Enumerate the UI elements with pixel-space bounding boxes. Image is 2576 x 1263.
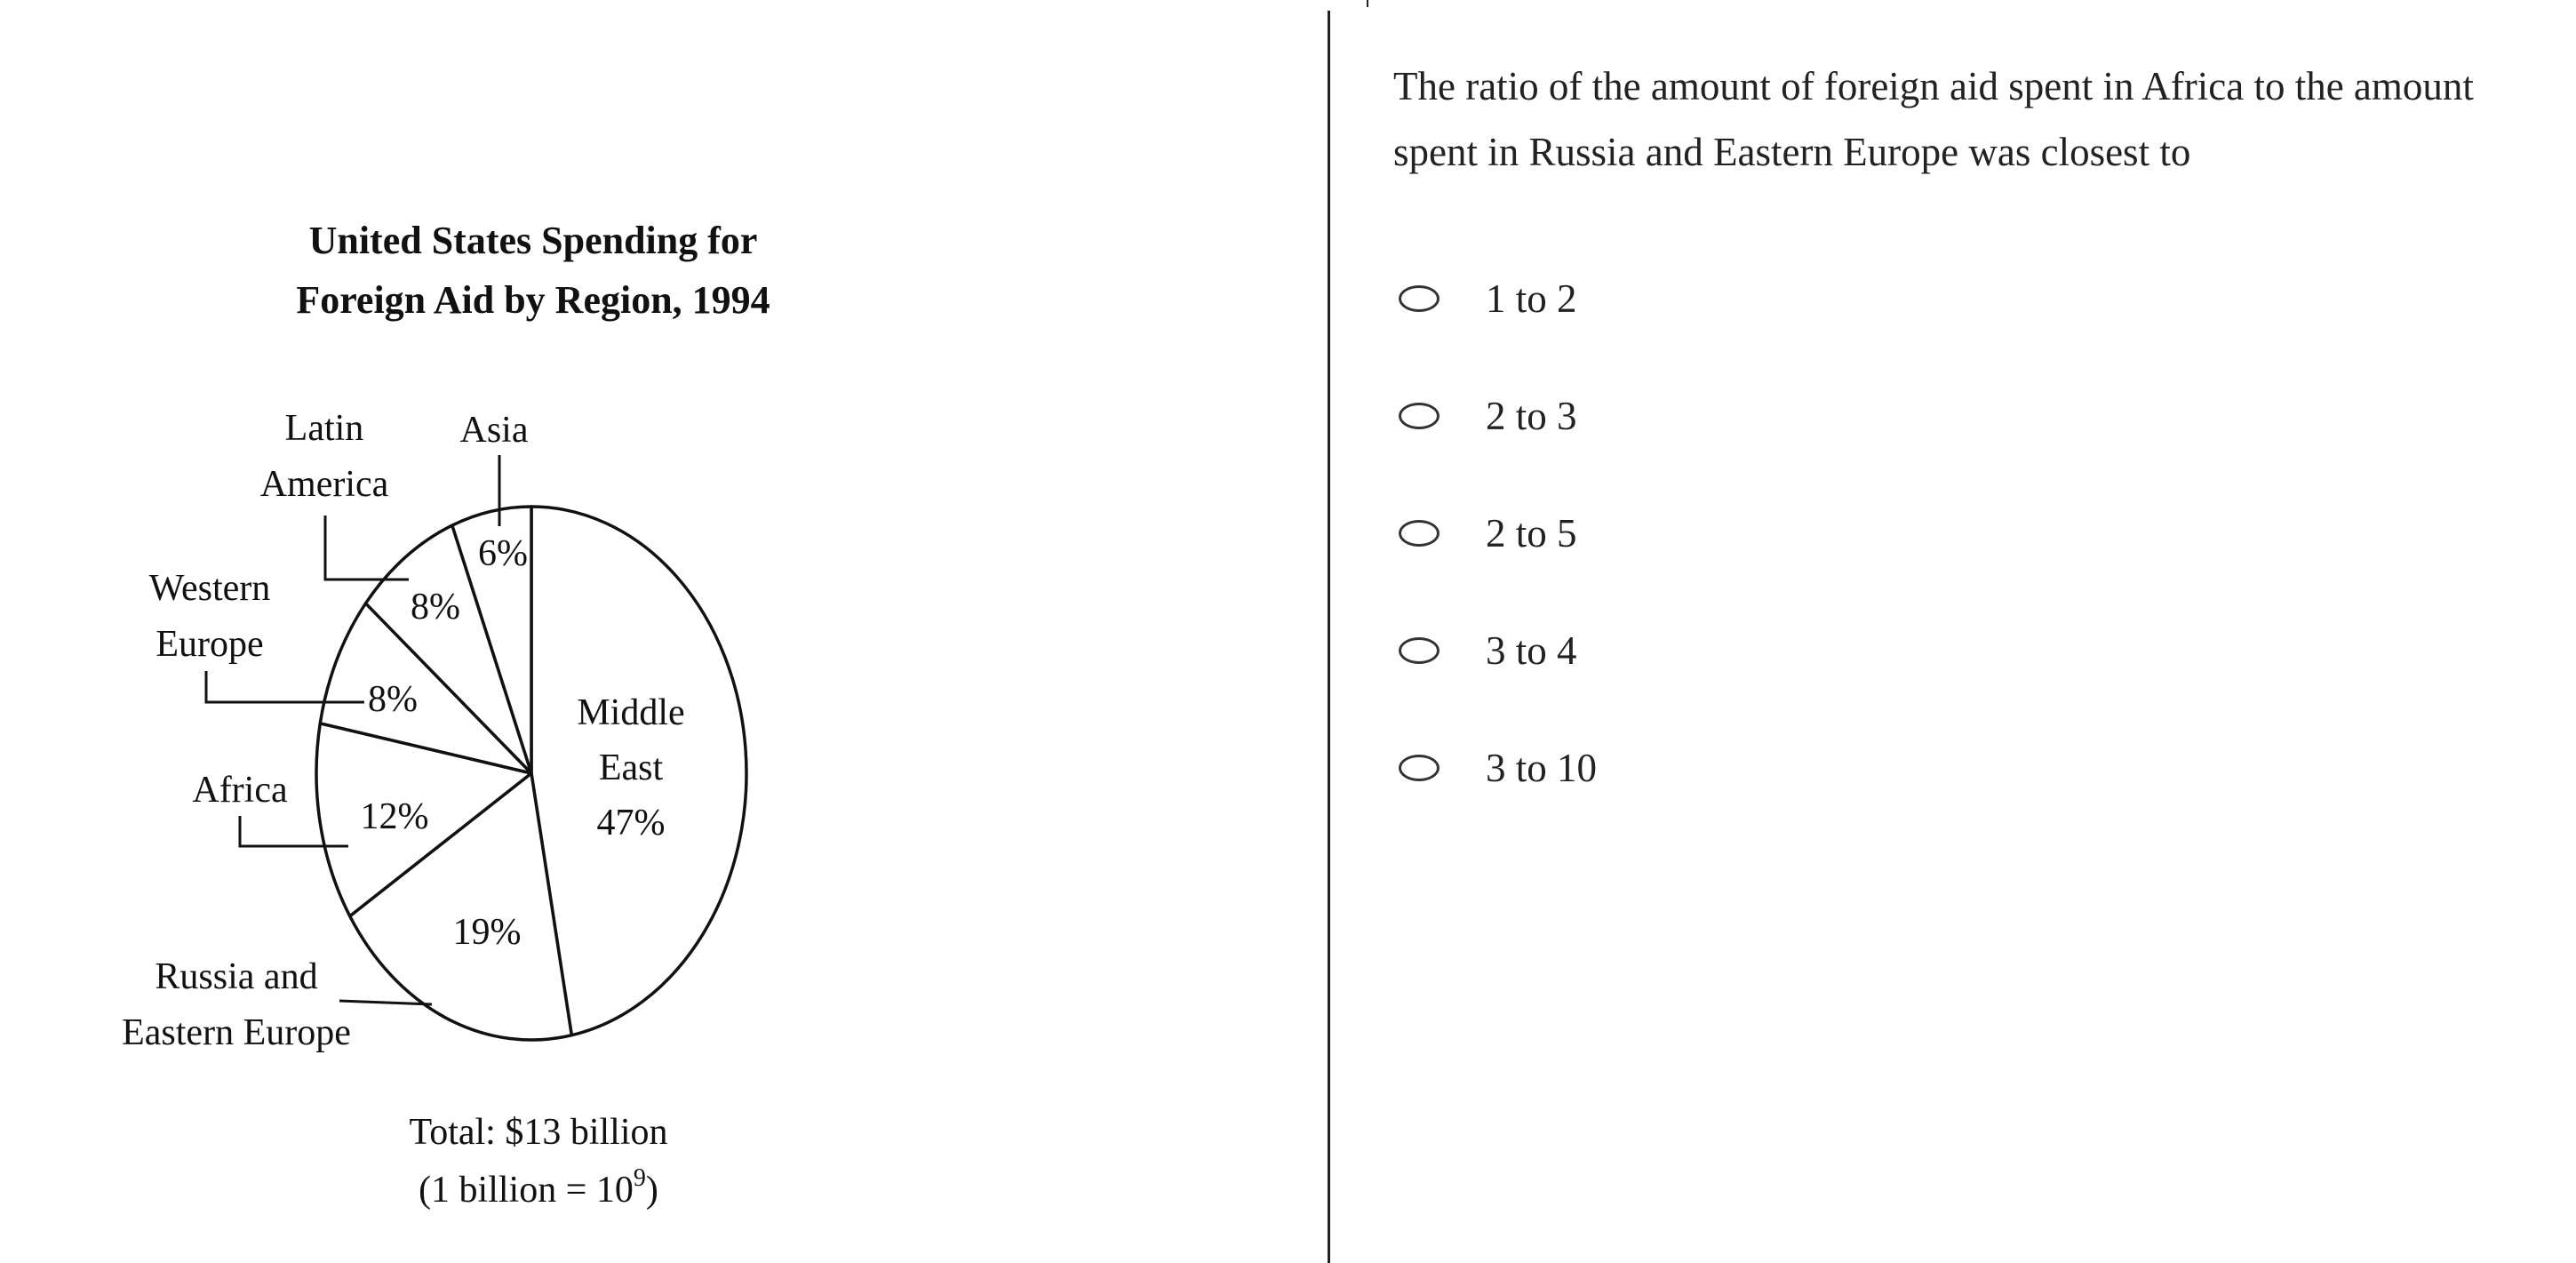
choice-label: 2 to 3 [1486,394,1577,438]
choice-label: 3 to 10 [1486,746,1598,790]
question-text: The ratio of the amount of foreign aid spent in Africa to the amount spent in Russia and Eastern Europe was closest to [1393,64,2474,174]
radio-button[interactable] [1399,637,1440,664]
radio-button[interactable] [1399,403,1440,429]
choice-3-to-10[interactable] [1393,709,1597,827]
region-label-western-line-2: Europe [156,624,264,665]
pct-label-latin-america: 8% [411,587,460,628]
pct-label-russia: 19% [452,912,522,953]
chart-footer-note [419,1164,658,1211]
region-label-russia-line-2: Eastern Europe [122,1012,351,1053]
radio-button[interactable] [1399,755,1440,781]
chart-footer-note-exp: 9 [633,1164,646,1192]
pct-label-middle-east-line-1: Middle [577,692,685,733]
choice-label: 2 to 5 [1486,511,1577,556]
choice-label: 3 to 4 [1486,628,1577,673]
region-label-latin-line-2: America [259,464,389,505]
choice-label: 1 to 2 [1486,276,1577,321]
pct-label-middle-east: 47% [596,803,666,843]
question-panel [1393,53,2548,790]
pie-slices [316,507,746,1040]
choice-3-to-4[interactable] [1393,592,1597,709]
pct-label-middle-east-line-2: East [598,747,664,788]
chart-footer-note-suffix: ) [645,1170,658,1211]
region-label-asia: Asia [459,410,529,451]
chart-footer-total: Total: $13 billion [409,1112,668,1153]
choice-1-to-2[interactable] [1393,240,1597,357]
choice-2-to-5[interactable] [1393,475,1597,592]
choice-2-to-3[interactable] [1393,357,1597,475]
region-label-africa: Africa [192,770,288,811]
pane-divider [1328,11,1330,1263]
answer-choices [1393,240,1597,827]
radio-button[interactable] [1399,520,1440,547]
chart-title-line-1: United States Spending for [308,219,758,262]
chart-footer-note-prefix: (1 billion = 10 [419,1170,634,1211]
region-label-western-line-1: Western [148,568,271,609]
divider-tick [1367,0,1368,7]
pct-label-asia: 6% [478,533,528,574]
region-label-latin-line-1: Latin [284,408,364,449]
radio-button[interactable] [1399,285,1440,312]
region-label-russia-line-1: Russia and [155,956,318,997]
pct-label-western-europe: 8% [368,679,418,720]
chart-title-line-2: Foreign Aid by Region, 1994 [296,278,770,322]
pct-label-africa: 12% [360,796,429,837]
